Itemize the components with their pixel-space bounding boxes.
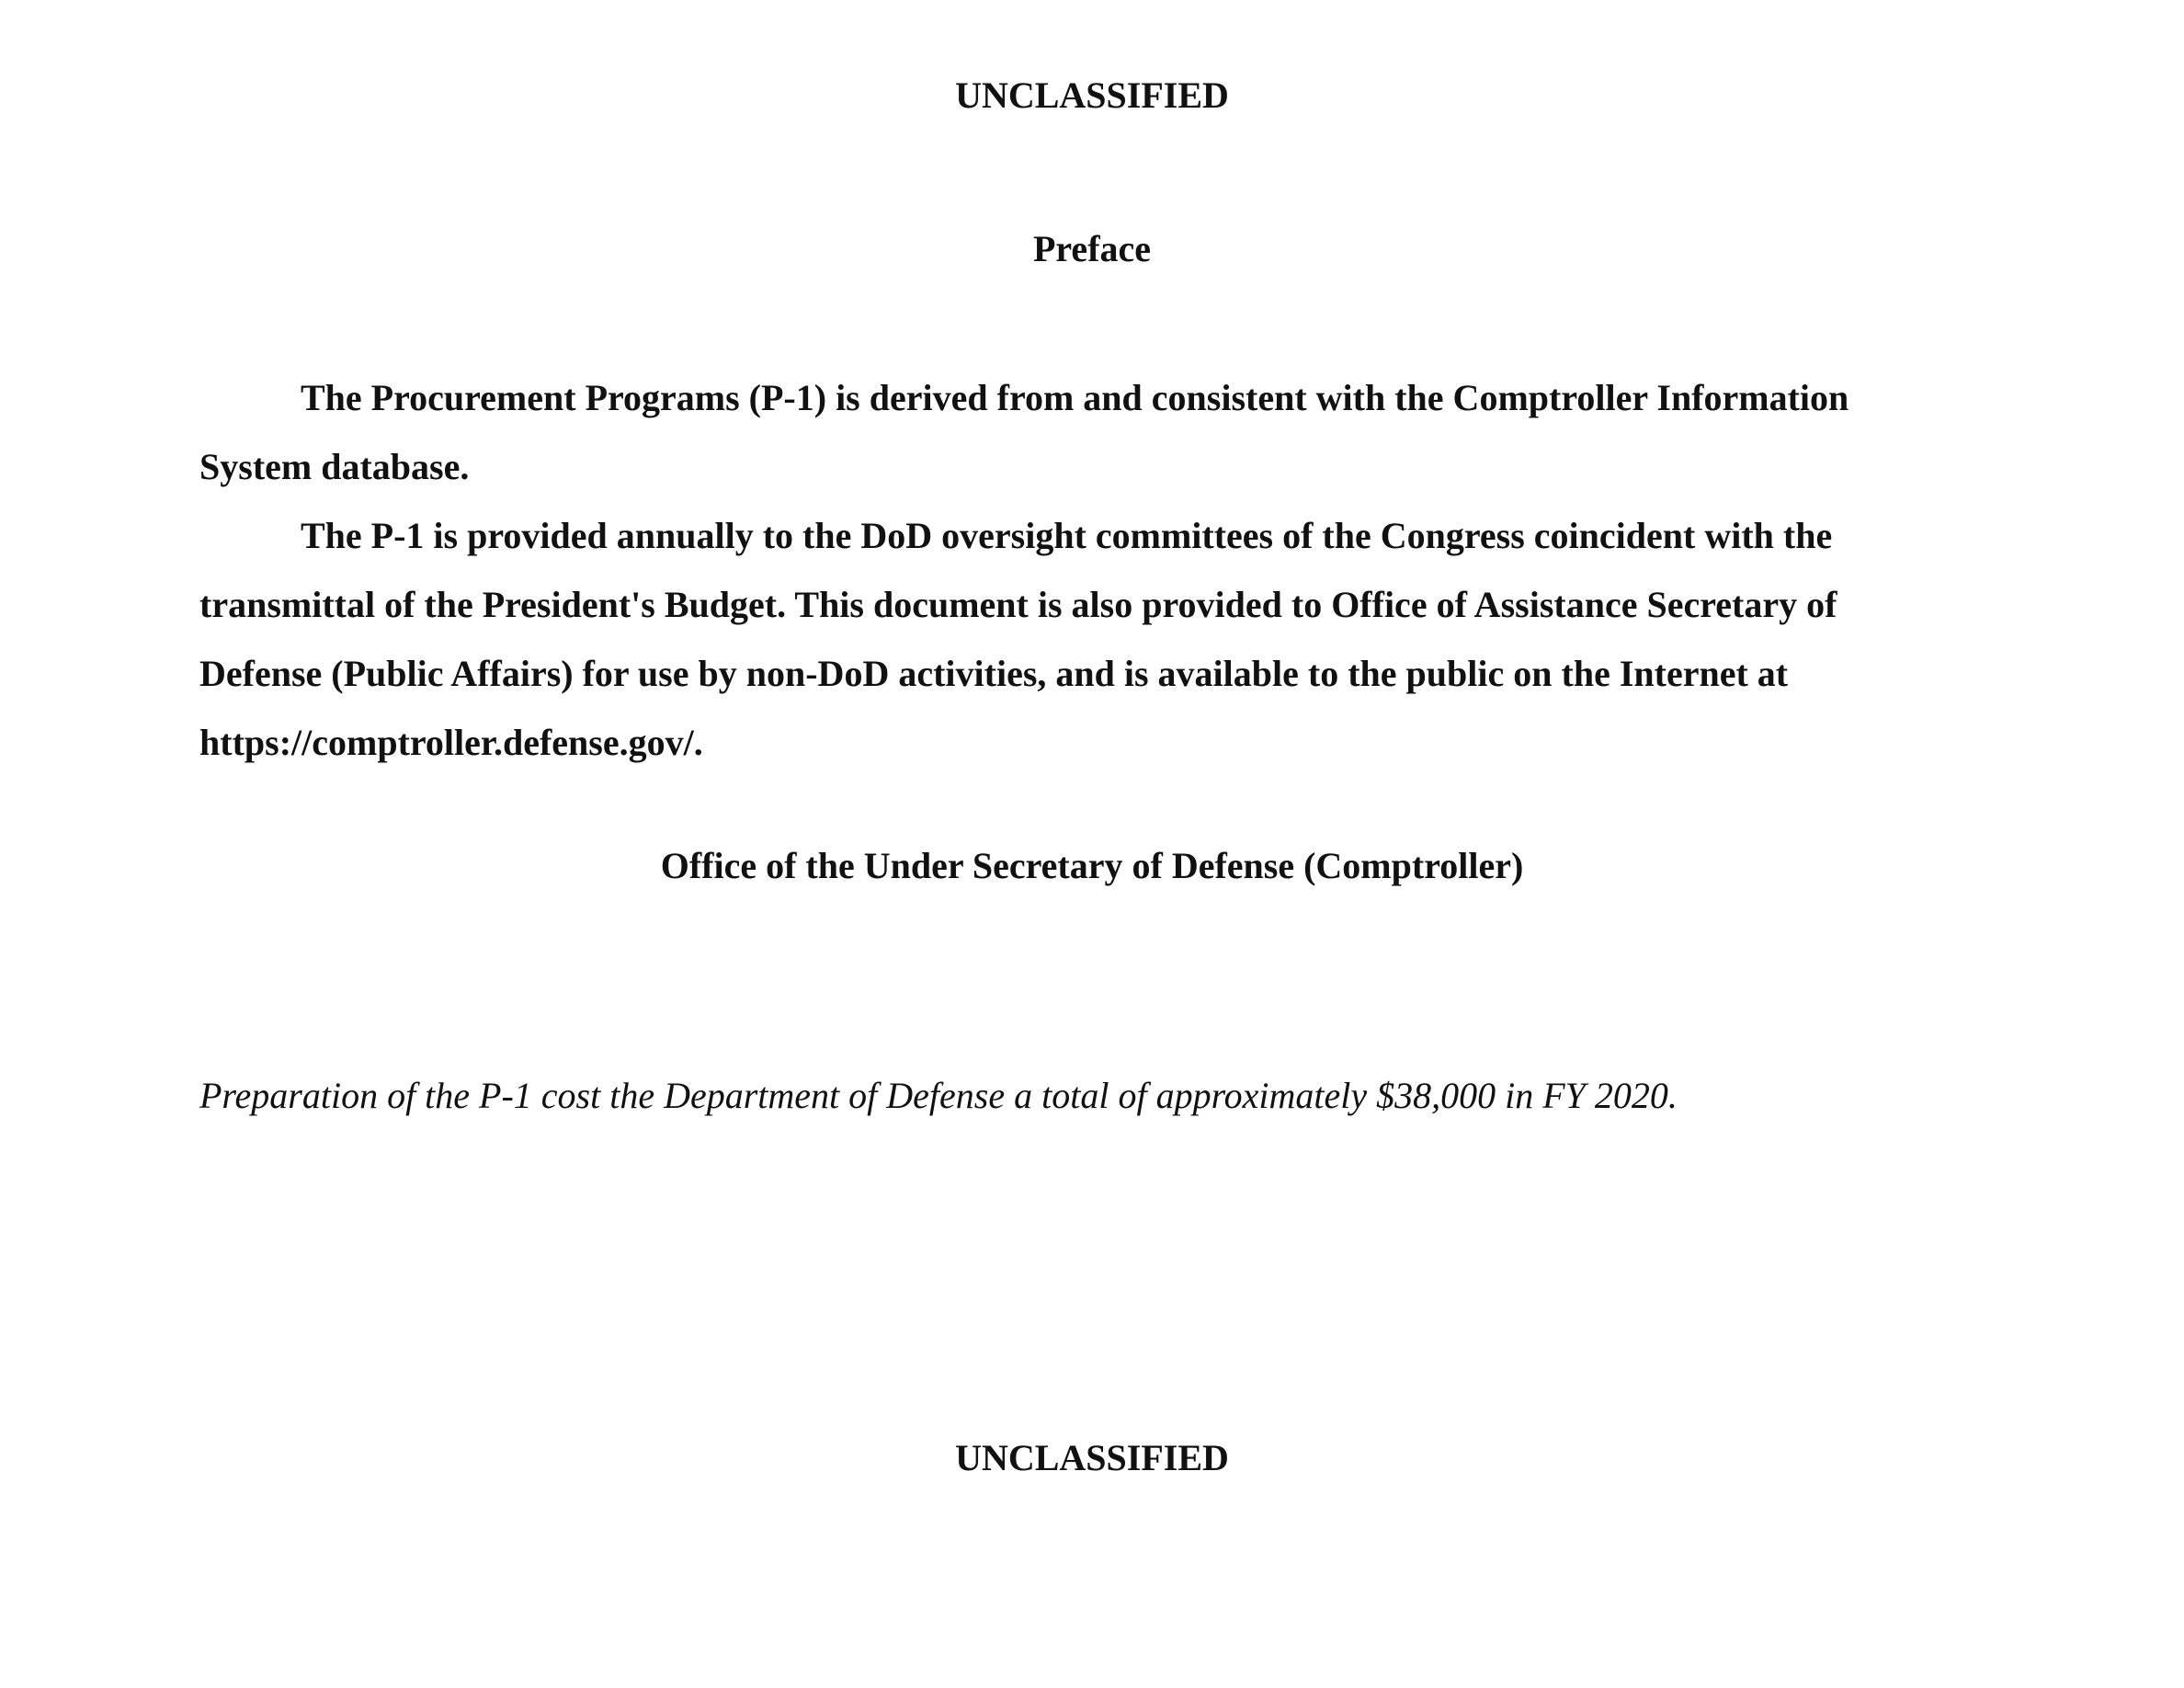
- cost-note: Preparation of the P-1 cost the Department of Defense a total of approximately $38,000 in FY 2020.: [199, 1075, 1678, 1116]
- preface-paragraph-1: The Procurement Programs (P-1) is derived from and consistent with the Comptroller Information System database.: [199, 377, 1849, 487]
- preface-body: [199, 363, 1955, 777]
- preface-paragraph-2: The P-1 is provided annually to the DoD oversight committees of the Congress coincident with the transmittal of the President's Budget. This document is also provided to Office of Assistance Secretary of Defense (Public Affairs) for use by non-DoD activities, and is available to the public on the Internet at https://comptroller.defense.gov/.: [199, 515, 1837, 763]
- classification-marking-bottom: UNCLASSIFIED: [955, 1437, 1229, 1478]
- office-name: Office of the Under Secretary of Defense (Comptroller): [660, 845, 1524, 886]
- page-title: Preface: [1032, 228, 1152, 269]
- classification-marking-top: UNCLASSIFIED: [955, 74, 1229, 116]
